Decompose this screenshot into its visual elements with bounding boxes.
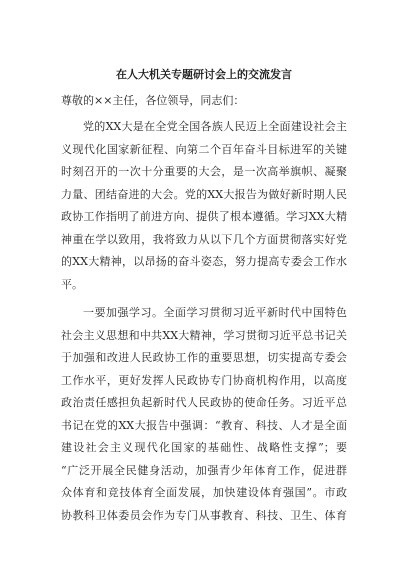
paragraph-line: 一要加强学习。全面学习贯彻习近平新时代中国特色 — [83, 306, 347, 319]
paragraph-line: 力量、团结奋进的大会。党的XX大报告为做好新时期人民 — [61, 187, 347, 201]
paragraph-line: 众体育和竞技体育全面发展，加快建设体育强国”。市政 — [61, 486, 347, 499]
paragraph-line: 政协工作指明了前进方向、提供了根本遵循。学习XX大精 — [61, 210, 347, 223]
paragraph-line: 建设社会主义现代化国家的基础性、战略性支撑”；要 — [61, 441, 347, 454]
paragraph-line: 协教科卫体委员会作为专门从事教育、科技、卫生、体育 — [61, 508, 347, 522]
paragraph-1 — [61, 116, 347, 296]
paragraph-line: 于加强和改进人民政协工作的重要思想，切实提高专委会 — [61, 351, 347, 364]
paragraph-line: “广泛开展全民健身活动，加强青少年体育工作，促进群 — [61, 463, 347, 477]
paragraph-line: 工作水平，更好发挥人民政协专门协商机构作用，以高度 — [61, 373, 347, 387]
paragraph-line: 党的XX大是在全党全国各族人民迈上全面建设社会主 — [83, 120, 347, 133]
paragraph-line: 时刻召开的一次十分重要的大会，是一次高举旗帜、凝聚 — [61, 165, 347, 178]
salutation: 尊敬的××主任，各位领导，同志们： — [61, 94, 245, 107]
paragraph-2 — [61, 302, 347, 527]
paragraph-line: 神重在学以致用，我将致力从以下几个方面贯彻落实好党 — [61, 232, 347, 246]
paragraph-line: 的XX大精神，以昂扬的奋斗姿态，努力提高专委会工作水 — [61, 255, 347, 268]
paragraph-line: 社会主义思想和中共XX大精神，学习贯彻习近平总书记关 — [61, 328, 347, 342]
paragraph-line: 义现代化国家新征程、向第二个百年奋斗目标进军的关键 — [61, 142, 347, 156]
paragraph-line: 平。 — [61, 277, 83, 291]
paragraph-line: 书记在党的XX大报告中强调：“教育、科技、人才是全面 — [61, 418, 347, 432]
document-title: 在人大机关专题研讨会上的交流发言 — [116, 68, 292, 81]
paragraph-line: 政治责任感担负起新时代人民政协的使命任务。习近平总 — [61, 396, 347, 409]
